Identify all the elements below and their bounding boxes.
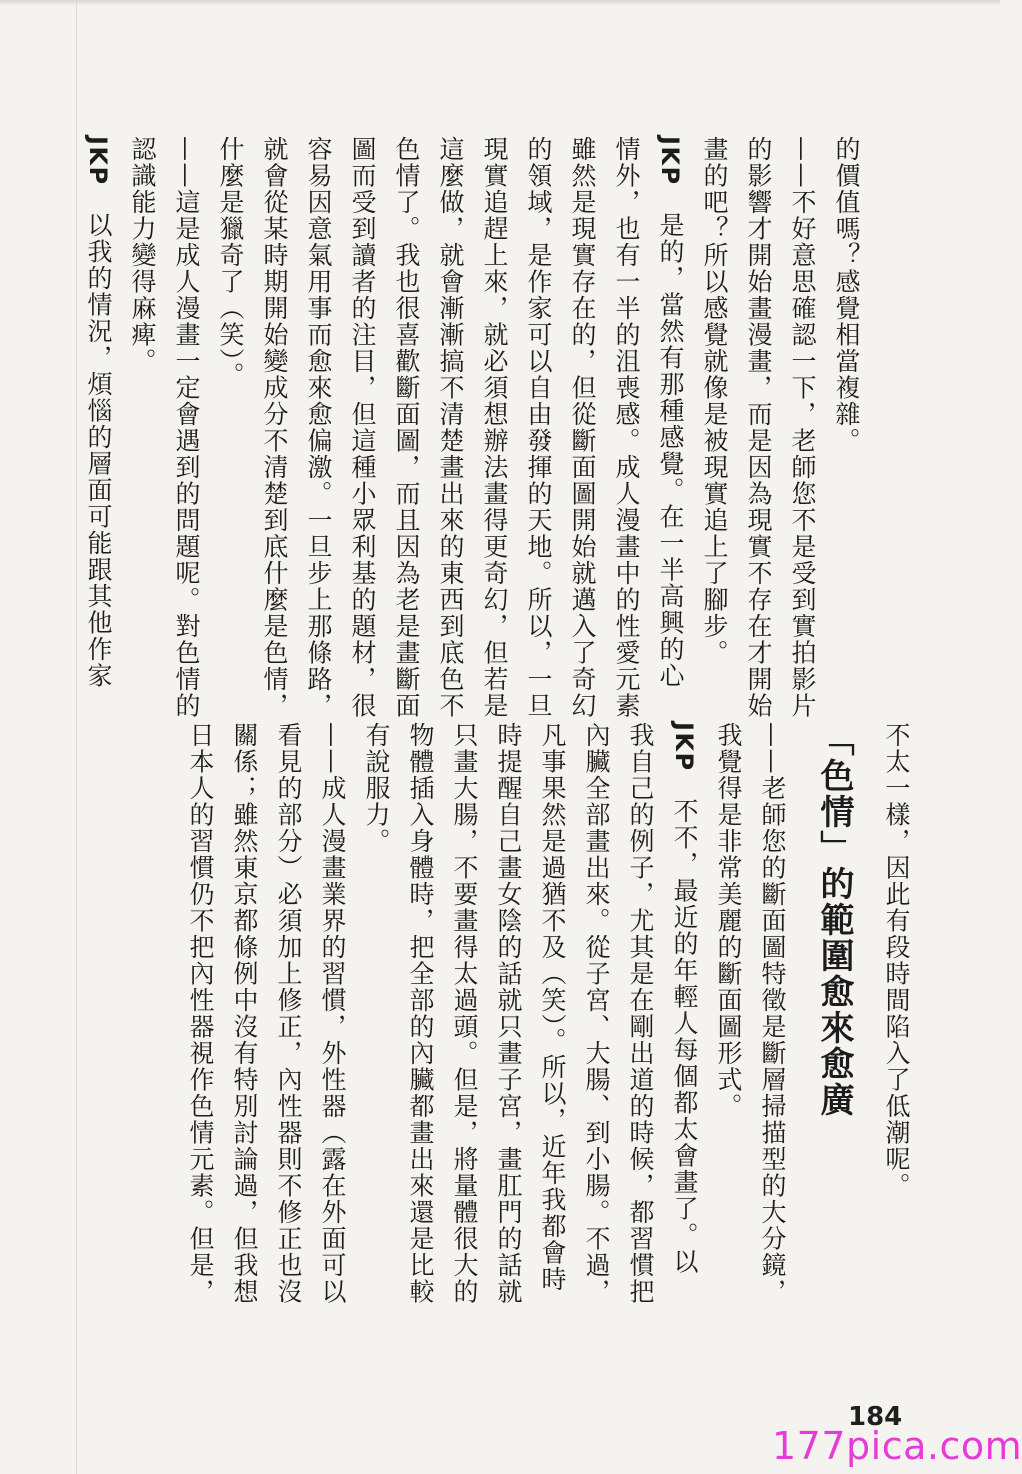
line-text: 什麼是獵奇了（笑）。 (216, 136, 245, 389)
text-line (662, 722, 706, 1282)
line-text: 認識能力變得麻痺。 (128, 136, 157, 375)
line-text: ——這是成人漫畫一定會遇到的問題呢。對色情的 (172, 136, 201, 719)
text-line (874, 722, 918, 1282)
text-line (120, 136, 164, 696)
line-text: 時提醒自己畫女陰的話就只畫子宮，畫肛門的話就 (494, 722, 523, 1305)
text-line (560, 136, 604, 719)
text-line (252, 136, 296, 719)
line-text: 內臟全部畫出來。從子宮、大腸、到小腸。不過， (582, 722, 611, 1305)
text-line (208, 136, 252, 696)
lower-text-block (158, 722, 918, 1305)
line-text: 關係；雖然東京都條例中沒有特別討論過，但我想 (230, 722, 259, 1305)
text-line (354, 722, 398, 1282)
line-text: 現實追趕上來，就必須想辦法畫得更奇幻，但若是 (480, 136, 509, 719)
text-line (340, 136, 384, 719)
text-line (76, 136, 120, 696)
line-text: 雖然是現實存在的，但從斷面圖開始就邁入了奇幻 (568, 136, 597, 719)
text-line (648, 136, 692, 696)
text-line (222, 722, 266, 1305)
text-line (824, 136, 868, 696)
text-line (266, 722, 310, 1305)
line-text: 我自己的例子，尤其是在剛出道的時候，都習慣把 (626, 722, 655, 1305)
speaker-label: JKP (670, 722, 698, 772)
text-line (604, 136, 648, 719)
line-text: 情外，也有一半的沮喪感。成人漫畫中的性愛元素 (612, 136, 641, 719)
line-text: 的價值嗎？感覺相當複雜。 (832, 136, 861, 454)
section-heading: 「色情」的範圍愈來愈廣 (814, 722, 854, 1118)
text-line (750, 722, 794, 1305)
speaker-label: JKP (84, 136, 112, 186)
line-text: 就會從某時期開始變成分不清楚到底什麼是色情， (260, 136, 289, 719)
text-line (780, 136, 824, 719)
text-line (442, 722, 486, 1305)
line-text: 日本人的習慣仍不把內性器視作色情元素。但是， (186, 722, 215, 1305)
line-text: 只畫大腸，不要畫得太過頭。但是，將量體很大的 (450, 722, 479, 1305)
speaker-label: JKP (656, 136, 684, 186)
line-text: 看見的部分）必須加上修正，內性器則不修正也沒 (274, 722, 303, 1305)
text-line (692, 136, 736, 696)
text-line (164, 136, 208, 719)
upper-text-block (84, 136, 868, 719)
line-text: 是的，當然有那種感覺。在一半高興的心 (656, 185, 685, 690)
line-text: 圖而受到讀者的注目，但這種小眾利基的題材，很 (348, 136, 377, 719)
text-line (736, 136, 780, 719)
text-line (178, 722, 222, 1305)
line-text: 不不，最近的年輕人每個都太會畫了。以 (670, 771, 699, 1276)
page-number: 184 (848, 1402, 903, 1432)
text-line (398, 722, 442, 1305)
text-line (706, 722, 750, 1282)
page-top-shadow (0, 0, 1000, 6)
line-text: ——不好意思確認一下，老師您不是受到實拍影片 (788, 136, 817, 719)
text-line (618, 722, 662, 1305)
line-text: 凡事果然是過猶不及（笑）。所以，近年我都會時 (538, 722, 567, 1293)
line-text: 畫的吧？所以感覺就像是被現實追上了腳步。 (700, 136, 729, 666)
line-text: 有說服力。 (362, 722, 391, 855)
line-text: 容易因意氣用事而愈來愈偏激。一旦步上那條路， (304, 136, 333, 719)
line-text: 以我的情況，煩惱的層面可能跟其他作家 (84, 185, 113, 690)
text-line (530, 722, 574, 1293)
line-text: 的影響才開始畫漫畫，而是因為現實不存在才開始 (744, 136, 773, 719)
text-line (574, 722, 618, 1305)
line-text: 不太一樣，因此有段時間陷入了低潮呢。 (882, 722, 911, 1199)
line-text: 的領域，是作家可以自由發揮的天地。所以，一旦 (524, 136, 553, 719)
line-text: ——成人漫畫業界的習慣，外性器（露在外面可以 (318, 722, 347, 1305)
text-line (310, 722, 354, 1305)
line-text: 這麼做，就會漸漸搞不清楚畫出來的東西到底色不 (436, 136, 465, 719)
line-text: 色情了。我也很喜歡斷面圖，而且因為老是畫斷面 (392, 136, 421, 719)
watermark-text: 177pica.com (772, 1424, 1022, 1468)
text-line (472, 136, 516, 719)
line-text: ——老師您的斷面圖特徵是斷層掃描型的大分鏡， (758, 722, 787, 1305)
text-line (486, 722, 530, 1305)
line-text: 物體插入身體時，把全部的內臟都畫出來還是比較 (406, 722, 435, 1305)
text-line (428, 136, 472, 719)
line-text: 我覺得是非常美麗的斷面圖形式。 (714, 722, 743, 1120)
text-line (384, 136, 428, 719)
text-line (296, 136, 340, 719)
text-line (516, 136, 560, 719)
